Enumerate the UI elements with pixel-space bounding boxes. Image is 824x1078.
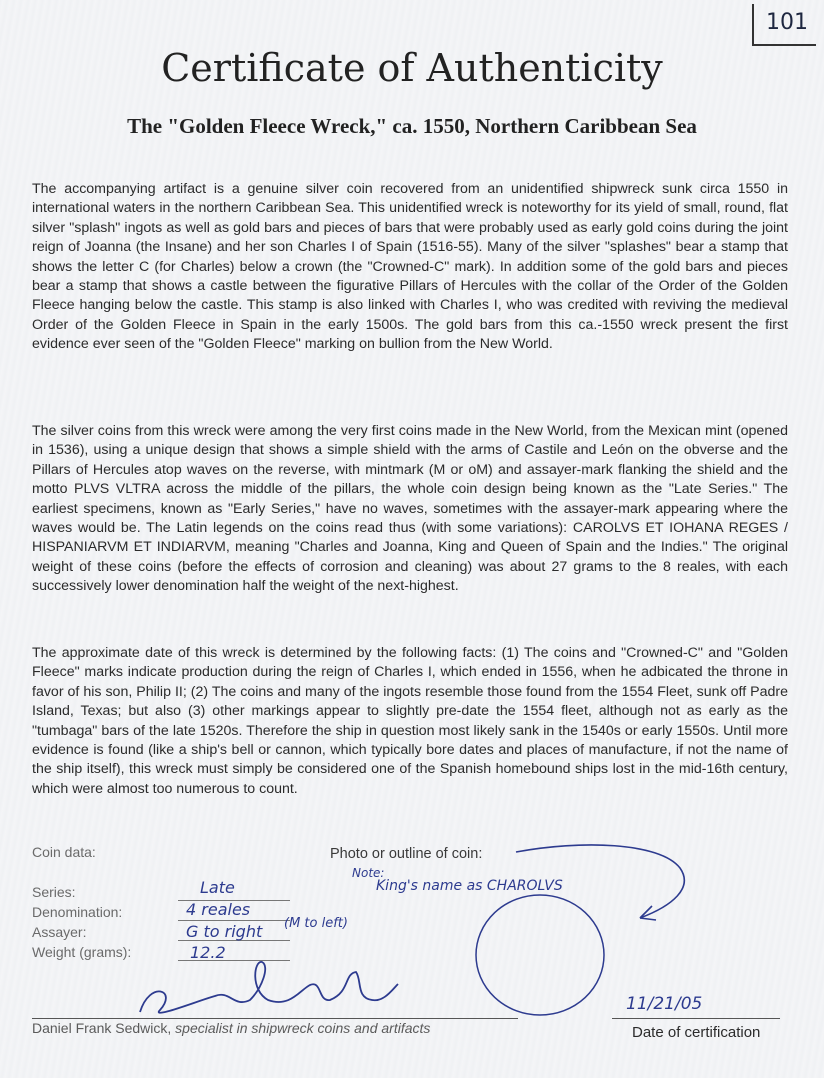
weight-label: Weight (grams): (32, 944, 132, 960)
signer-role: specialist in shipwreck coins and artifacts (175, 1020, 431, 1036)
certification-date: 11/21/05 (626, 994, 703, 1014)
certificate-title: Certificate of Authenticity (161, 46, 663, 90)
note-arrow-head (640, 906, 656, 920)
signature (140, 962, 398, 1013)
series-label: Series: (32, 884, 76, 900)
signer-name: Daniel Frank Sedwick, (32, 1020, 172, 1036)
photo-note-text: King's name as CHAROLVS (376, 878, 563, 894)
paragraph-intro: The accompanying artifact is a genuine silver coin recovered from an unidentified shipwreck sunk circa 1550 in international waters in the northern Caribbean Sea. This unidentified wreck is noteworthy for its yield of small, round, flat silver "splash" ingots as well as gold bars and pieces of bars that were probably used as early gold coins during the joint reign of Joanna (the Insane) and her son Charles I of Spain (1516-55). Many of the silver "splashes" bear a stamp that shows the letter C (for Charles) below a crown (the "Crowned-C" mark). In addition some of the gold bars and pieces bear a stamp that shows a castle between the figurative Pillars of Hercules with the collar of the Order of the Golden Fleece hanging below the castle. This stamp is also linked with Charles I, who was credited with reviving the medieval Order of the Golden Fleece in Spain in the early 1500s. The gold bars from this ca.-1550 wreck present the first evidence ever seen of the "Golden Fleece" marking on bullion from the New World. (32, 181, 788, 353)
coin-outline (476, 895, 604, 1015)
paragraph-coins: The silver coins from this wreck were among the very first coins made in the New World, from the Mexican mint (opened in 1536), using a unique design that shows a simple shield with the arms of Castile and León on the obverse and the Pillars of Hercules atop waves on the reverse, with mintmark (M or oM) and assayer-mark flanking the shield and the motto PLVS VLTRA across the middle of the pillars, the whole coin design being known as the "Late Series." The earliest specimens, known as "Early Series," have no waves, sometimes with the assayer-mark appearing where the waves would be. The Latin legends on the coins read thus (with some variations): CAROLVS ET IOHANA REGES / HISPANIARVM ET INDIARVM, meaning "Charles and Joanna, King and Queen of Spain and the Indies." The original weight of these coins (before the effects of corrosion and cleaning) was about 27 grams to the 8 reales, with each successively lower denomination half the weight of the next-highest. (32, 423, 788, 595)
assayer-note: (M to left) (284, 916, 348, 931)
denomination-line (178, 920, 290, 921)
denomination-value: 4 reales (186, 900, 251, 919)
series-value: Late (200, 878, 235, 897)
assayer-label: Assayer: (32, 924, 87, 940)
date-line (612, 1018, 780, 1019)
signature-line (32, 1018, 518, 1019)
weight-value: 12.2 (190, 943, 226, 962)
denomination-label: Denomination: (32, 904, 123, 920)
page-number: 101 (766, 10, 808, 35)
photo-note-prefix: Note: (352, 866, 385, 880)
signer-caption (32, 1020, 430, 1036)
page-number-box (752, 4, 816, 46)
date-caption: Date of certification (632, 1024, 761, 1041)
photo-label: Photo or outline of coin: (330, 846, 483, 862)
certificate-subtitle: The "Golden Fleece Wreck," ca. 1550, Northern Caribbean Sea (127, 114, 697, 138)
paragraph-dating: The approximate date of this wreck is determined by the following facts: (1) The coins and "Crowned-C" and "Golden Fleece" marks indicate production during the reign of Charles I, which ended in 1556, when he adbicated the throne in favor of his son, Philip II; (2) The coins and many of the ingots resemble those found from the 1554 Fleet, sunk off Padre Island, Texas; but also (3) other markings appear to slightly pre-date the 1554 fleet, although not as early as the "tumbaga" bars of the late 1520s. Therefore the ship in question most likely sank in the 1540s or early 1550s. Until more evidence is found (like a ship's bell or cannon, which typically bore dates and places of manufacture, if not the name of the ship itself), this wreck must simply be considered one of the Spanish homebound ships lost in the mid-16th century, which were almost too numerous to count. (32, 645, 788, 797)
coin-data-heading: Coin data: (32, 844, 96, 860)
assayer-value: G to right (186, 922, 263, 941)
